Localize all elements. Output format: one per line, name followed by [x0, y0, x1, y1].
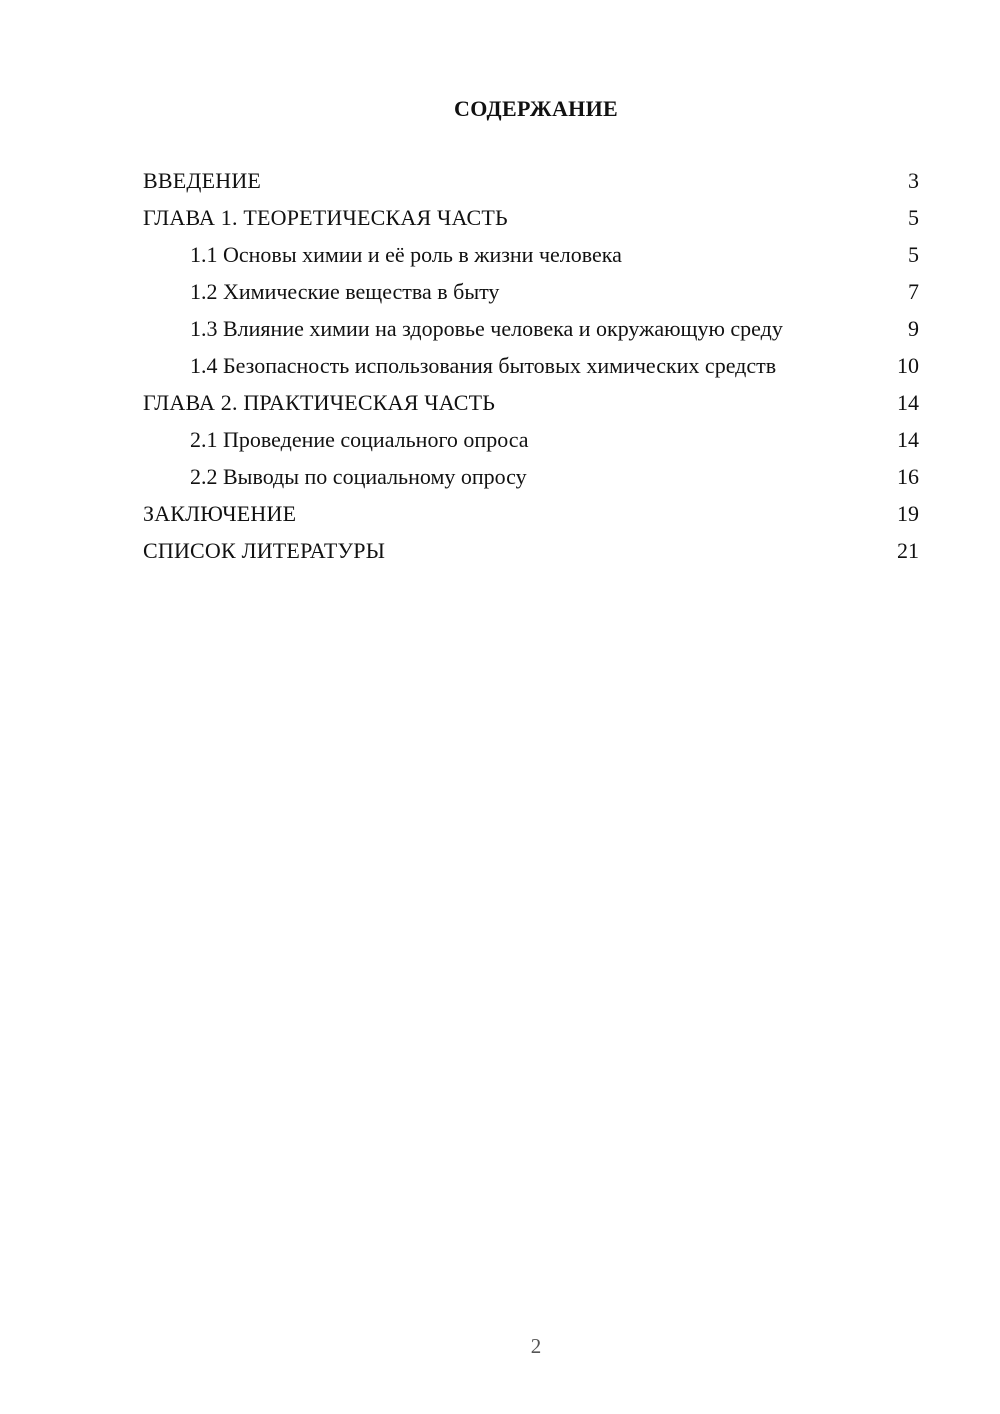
toc-entry-page: 14 — [897, 390, 919, 415]
toc-entry-text: 2.2 Выводы по социальному опросу — [190, 464, 527, 489]
toc-entry-text: 1.1 Основы химии и её роль в жизни человека — [190, 242, 622, 267]
toc-entry-text: 2.1 Проведение социального опроса — [190, 427, 529, 452]
toc-entry-text: 1.2 Химические вещества в быту — [190, 279, 500, 304]
toc-entry-section-1-3[interactable] — [143, 316, 919, 342]
toc-entry-text: ГЛАВА 2. ПРАКТИЧЕСКАЯ ЧАСТЬ — [143, 390, 496, 415]
toc-entry-section-1-1[interactable] — [143, 242, 919, 268]
toc-entry-page: 16 — [897, 464, 919, 489]
toc-entry-section-2-1[interactable] — [143, 427, 919, 453]
toc-entry-section-1-2[interactable] — [143, 279, 919, 305]
toc-entry-page: 9 — [908, 316, 919, 341]
toc-entry-section-1-4[interactable] — [143, 353, 919, 379]
toc-entry-references[interactable] — [143, 538, 919, 564]
toc-entry-page: 21 — [897, 538, 919, 563]
toc-entry-page: 5 — [908, 205, 919, 230]
toc-entry-text: 1.3 Влияние химии на здоровье человека и окружающую среду — [190, 316, 783, 341]
toc-heading: СОДЕРЖАНИЕ — [454, 96, 618, 121]
toc-entry-text: ВВЕДЕНИЕ — [143, 168, 262, 193]
toc-entry-chapter-2[interactable] — [143, 390, 919, 416]
toc-entry-page: 14 — [897, 427, 919, 452]
toc-entry-chapter-1[interactable] — [143, 205, 919, 231]
toc-entry-text: ЗАКЛЮЧЕНИЕ — [143, 501, 297, 526]
toc-entry-introduction[interactable] — [143, 168, 919, 194]
toc-entry-page: 3 — [908, 168, 919, 193]
page-title — [0, 96, 1000, 122]
toc-entry-page: 19 — [897, 501, 919, 526]
toc-entry-conclusion[interactable] — [143, 501, 919, 527]
page-number: 2 — [530, 1334, 542, 1358]
toc-entry-text: ГЛАВА 1. ТЕОРЕТИЧЕСКАЯ ЧАСТЬ — [143, 205, 508, 230]
toc-entry-page: 10 — [897, 353, 919, 378]
toc-entry-text: СПИСОК ЛИТЕРАТУРЫ — [143, 538, 386, 563]
toc-entry-page: 7 — [908, 279, 919, 304]
table-of-contents — [143, 168, 919, 575]
toc-entry-page: 5 — [908, 242, 919, 267]
toc-entry-text: 1.4 Безопасность использования бытовых химических средств — [190, 353, 777, 378]
toc-entry-section-2-2[interactable] — [143, 464, 919, 490]
